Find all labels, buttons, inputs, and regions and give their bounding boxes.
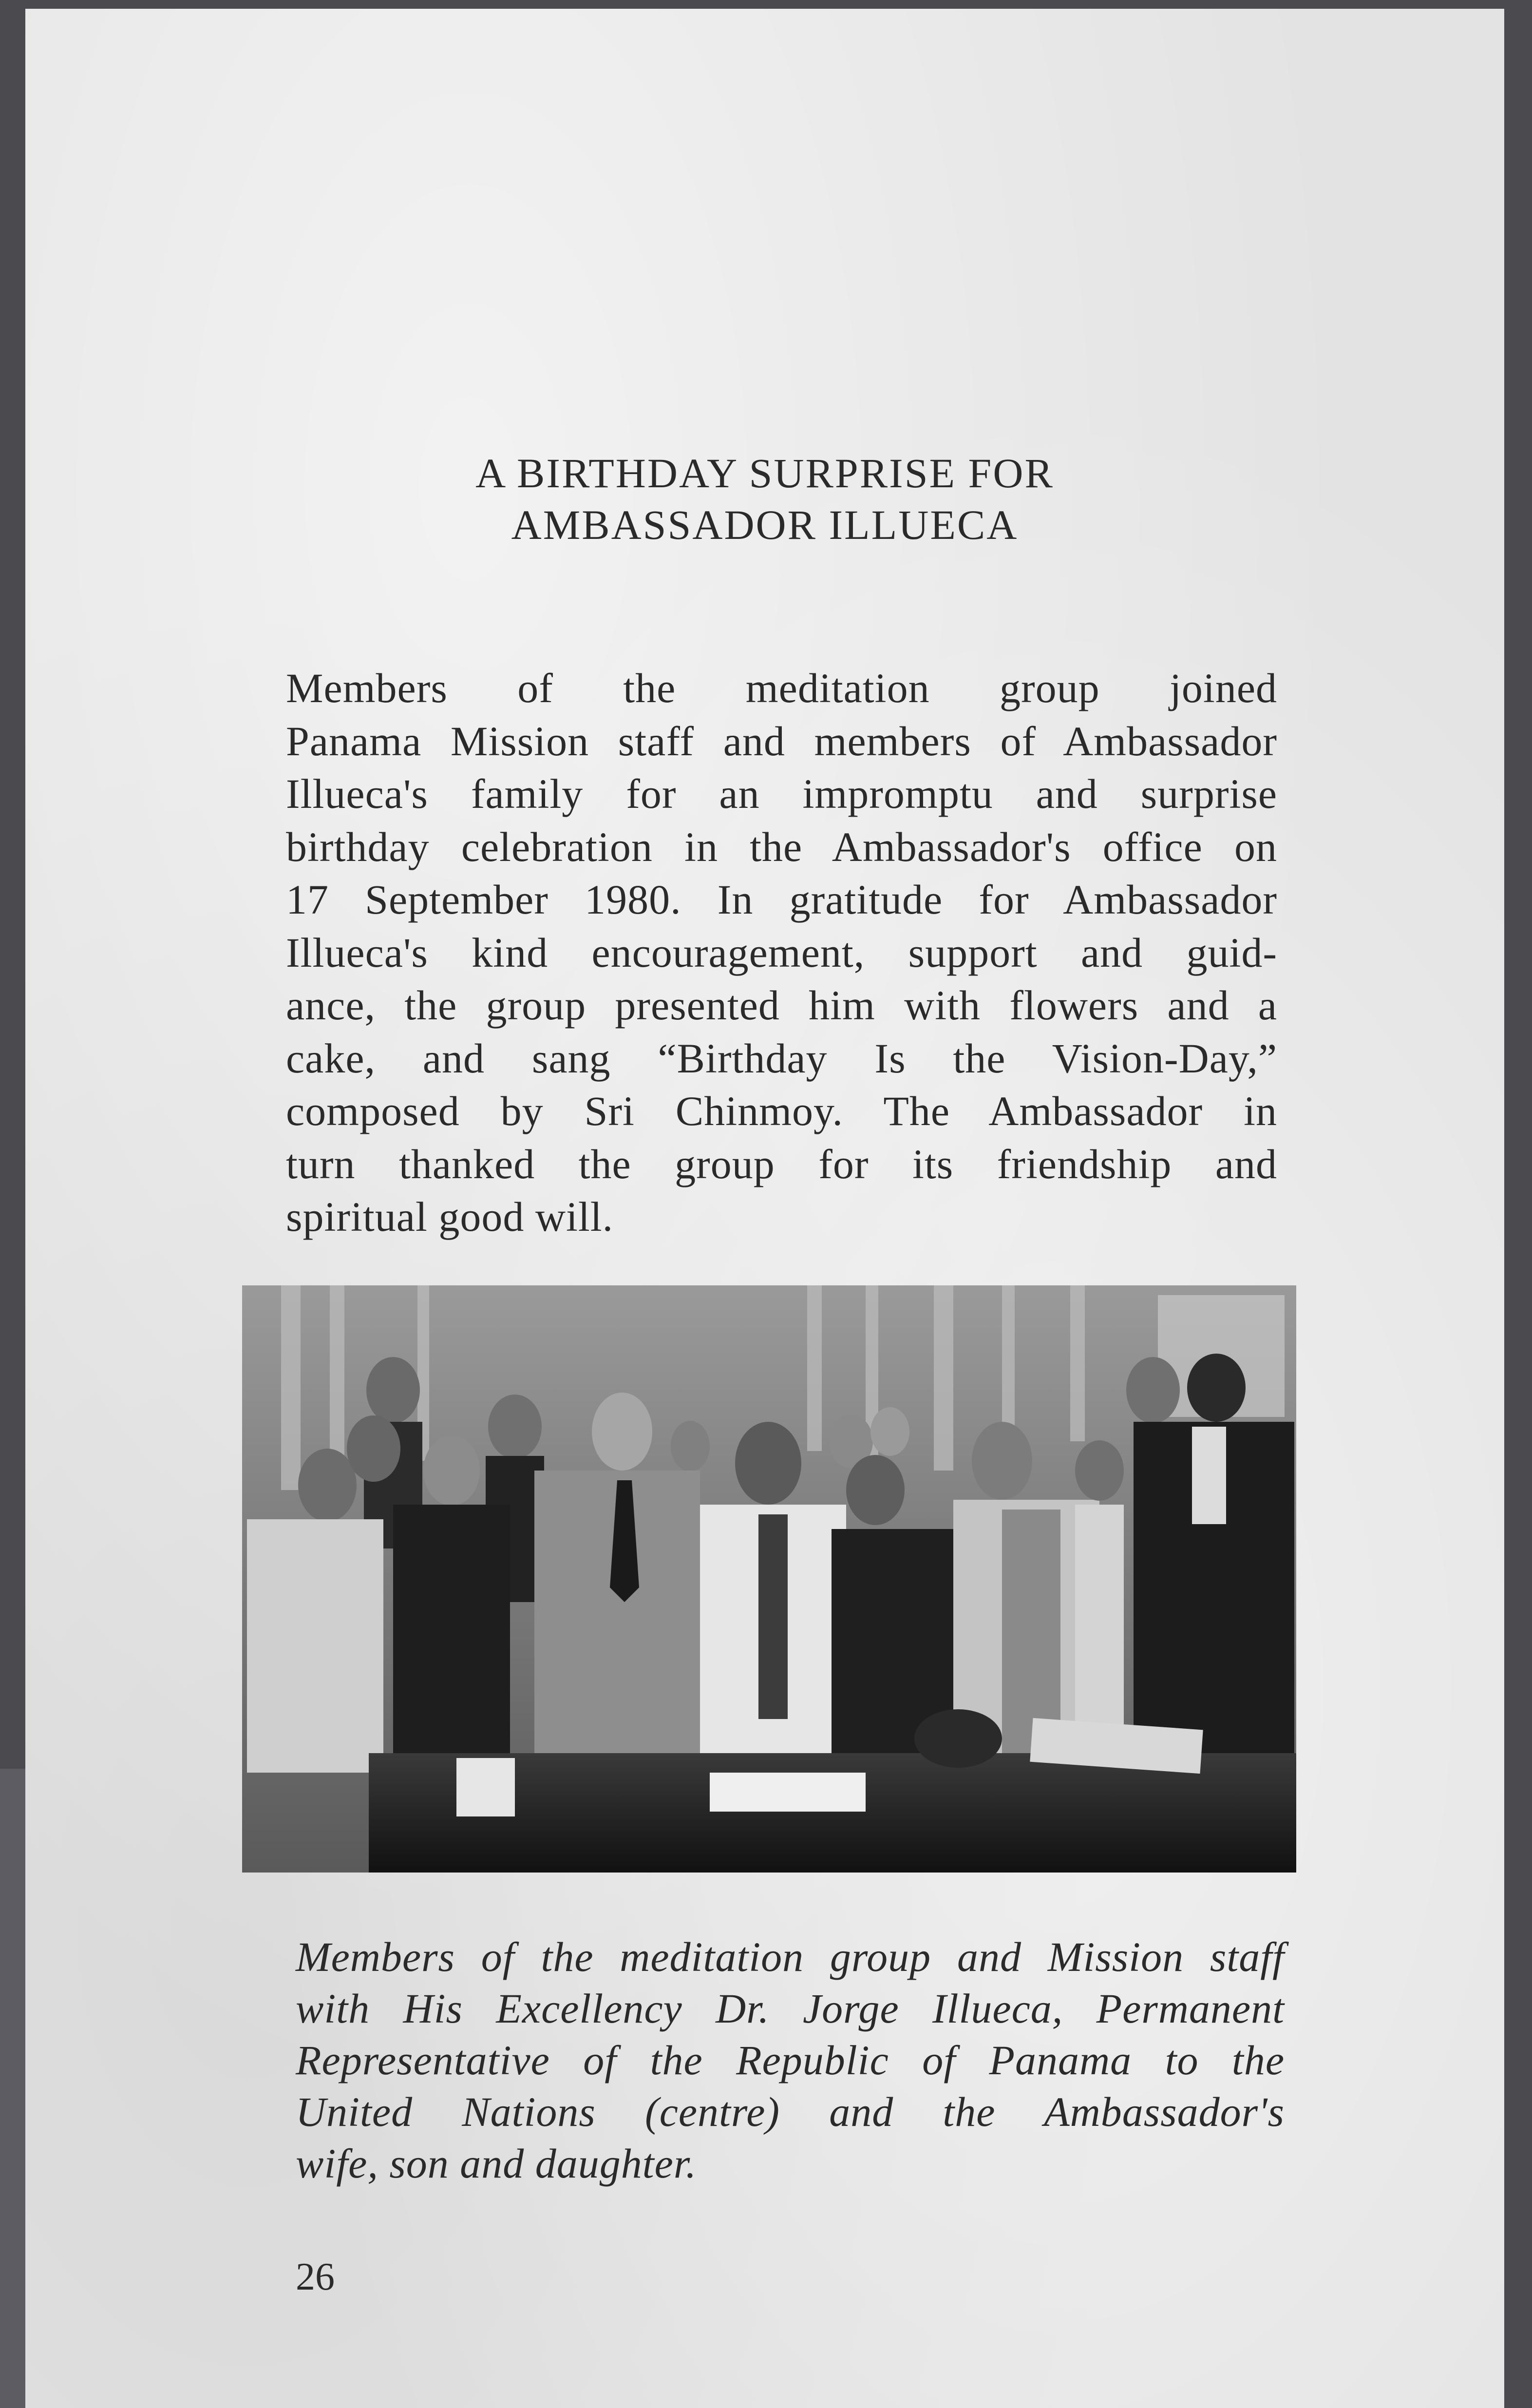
page-number: 26 <box>296 2255 335 2298</box>
body-line: Members of the meditation group joined <box>286 665 1277 711</box>
article-body <box>286 662 1277 1243</box>
group-photo-image <box>242 1285 1296 1873</box>
caption-line: Representative of the Republic of Panama to the <box>296 2037 1285 2083</box>
article-title <box>25 447 1504 551</box>
title-line-1: A BIRTHDAY SURPRISE FOR <box>475 450 1054 497</box>
photo-caption <box>296 1931 1285 2189</box>
body-line: ance, the group presented him with flowers and a <box>286 982 1277 1029</box>
scan-edge-shadow <box>0 1769 25 2408</box>
body-line: composed by Sri Chinmoy. The Ambassador in <box>286 1088 1277 1134</box>
body-line: turn thanked the group for its friendship and <box>286 1140 1277 1187</box>
book-page <box>25 9 1504 2408</box>
body-line: spiritual good will. <box>286 1193 614 1240</box>
body-line: birthday celebration in the Ambassador's office on <box>286 823 1277 870</box>
body-line: Panama Mission staff and members of Ambassador <box>286 717 1277 764</box>
body-line: 17 September 1980. In gratitude for Ambassador <box>286 876 1277 923</box>
body-line: Illueca's kind encouragement, support and guid- <box>286 929 1277 976</box>
group-photo <box>242 1285 1296 1873</box>
title-line-2: AMBASSADOR ILLUECA <box>511 501 1019 548</box>
caption-line: with His Excellency Dr. Jorge Illueca, Permanent <box>296 1985 1285 2032</box>
caption-line: Members of the meditation group and Mission staff <box>296 1933 1285 1980</box>
body-line: cake, and sang “Birthday Is the Vision-Day,” <box>286 1034 1277 1082</box>
caption-line: wife, son and daughter. <box>296 2140 697 2187</box>
body-line: Illueca's family for an impromptu and surprise <box>286 770 1277 817</box>
caption-line: United Nations (centre) and the Ambassador's <box>296 2088 1285 2135</box>
